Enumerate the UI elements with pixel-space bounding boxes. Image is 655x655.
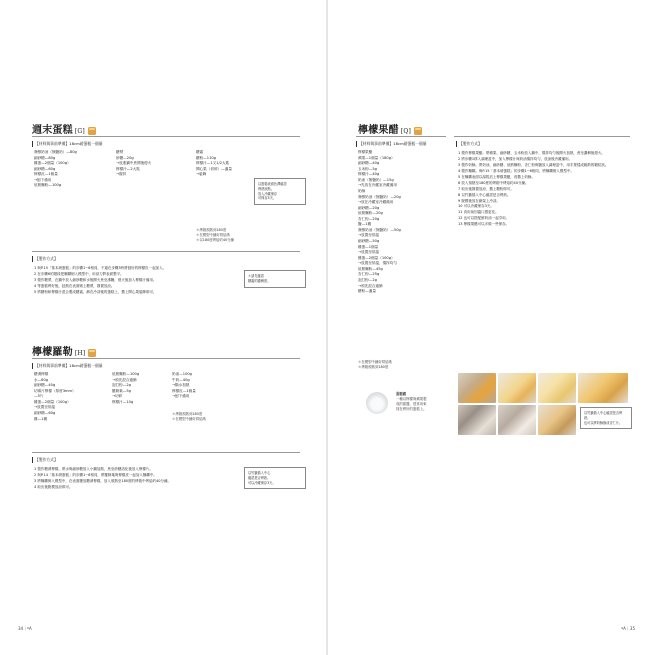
step: 3 製作奶酥。將奶油、細砂糖、低筋麵粉、杏仁粉與鹽放入調理盆中，用手搓揉成鬆散的顆粒狀。 bbox=[458, 162, 609, 167]
step: 1 製作檸檬果醋。將蘋果、細砂糖、玉米粉放入鍋中，攪拌均勻後開火加熱，煮至濃稠後熄火。 bbox=[458, 151, 605, 155]
prep-notes bbox=[172, 412, 206, 422]
step: 12 也可以搭配鮮奶油一起享用。 bbox=[458, 216, 510, 221]
ingredient: 蘋果—1個量（180g） bbox=[358, 155, 395, 160]
point-box bbox=[254, 178, 306, 205]
title-divider bbox=[32, 136, 300, 137]
ingredient: →放在冷藏室冷藏備用 bbox=[358, 200, 394, 205]
recipe-title-weekend-cake bbox=[32, 121, 96, 136]
ingredient: 鹽—1撮 bbox=[358, 222, 372, 227]
ingredient: 羅勒葉—5g bbox=[112, 388, 131, 393]
ingredient: 低筋麵粉—20g bbox=[358, 211, 383, 216]
ingredient: 檸檬汁—2大匙 bbox=[116, 166, 140, 171]
cake-icon bbox=[88, 349, 96, 357]
step: 10 可以冷藏保存3天。 bbox=[458, 204, 494, 209]
method-label: 【製作方式】 bbox=[32, 457, 58, 463]
method-steps bbox=[34, 467, 234, 491]
caption-line: 蛋糕碟 bbox=[396, 392, 407, 396]
step: 3 製作糖漿，在鍋中放入細砂糖和水後開火煮至沸騰，熄火後加入檸檬汁備用。 bbox=[34, 277, 157, 282]
ingredient: →放置至常溫 bbox=[358, 250, 379, 255]
step: 11 食用前回溫口感更佳。 bbox=[458, 210, 499, 215]
ingredient: 奶油（無鹽奶）—15g bbox=[358, 177, 394, 182]
ingredient: 檸檬皮—1個量 bbox=[172, 388, 196, 393]
photo-caption bbox=[396, 392, 427, 412]
process-photo-3 bbox=[538, 373, 576, 403]
ingredient: 檸檬汁—40g bbox=[358, 172, 380, 177]
step: 5 在麵糊表面以湯匙舀上檸檬果醋，再撒上奶酥。 bbox=[458, 174, 535, 179]
recipe-code: [H] bbox=[74, 350, 86, 357]
recipe-title-lemon-vinegar bbox=[358, 121, 422, 136]
step: 13 檸檬果醋可以多做一些保存。 bbox=[458, 222, 510, 227]
ingredient: 發酵奶油（無鹽奶）—80g bbox=[34, 150, 77, 154]
note-line: ＊烤箱預熱到180度 bbox=[196, 228, 227, 232]
ingredient: 玉米粉—5g bbox=[358, 166, 377, 171]
point-line: 以竹籤插入中心 bbox=[248, 471, 271, 475]
title-divider bbox=[32, 358, 300, 359]
ingredient: 糖霜 bbox=[196, 150, 204, 154]
ingredient: 泡打粉—2g bbox=[358, 277, 377, 282]
ingredient: 泡打粉—2g bbox=[112, 383, 131, 388]
ingredient: 發酵奶油（無鹽奶）—50g bbox=[358, 227, 401, 232]
caption-line: 抹在烤好的蛋糕上。 bbox=[396, 407, 427, 412]
process-photo-5 bbox=[458, 405, 496, 435]
ingredients-col-3 bbox=[172, 372, 196, 400]
method-point-box bbox=[244, 270, 306, 288]
ingredient: →先放在冷藏室冷藏備用 bbox=[358, 183, 397, 188]
point-line: 可以冷藏保存3天。 bbox=[248, 480, 276, 485]
ingredient: →預先混合過篩 bbox=[358, 283, 383, 288]
note-line: ＊烤箱預熱到180度 bbox=[172, 412, 203, 416]
ingredient: 奶酥 bbox=[358, 188, 366, 193]
lemon-curd-photo bbox=[366, 392, 388, 414]
ingredient: →放置至常溫 bbox=[34, 405, 55, 410]
point-line: ＊請先確認 bbox=[248, 274, 264, 278]
ingredient: 細砂糖—60g bbox=[34, 166, 56, 171]
materials-label: 【材料與事前準備】18cm磅蛋糕一個量 bbox=[32, 141, 103, 147]
point-line: 可保存3天。 bbox=[258, 196, 276, 201]
method-label: 【製作方式】 bbox=[456, 141, 482, 147]
ingredient: 奶油—100g bbox=[172, 372, 192, 376]
ingredient: →放進鍋中煮開後熄火 bbox=[116, 161, 152, 166]
note-line: ＊在模型中鋪好烘焙紙 bbox=[172, 417, 206, 422]
ingredient: 檸檬果醋 bbox=[358, 150, 373, 154]
method-point-box bbox=[244, 467, 306, 489]
ingredients-list bbox=[358, 150, 401, 295]
ingredient: 細砂糖—50g bbox=[358, 239, 380, 243]
recipe-title-text: 檸檬羅勒 bbox=[32, 347, 73, 358]
step: 9 脫模後放在網架上冷卻。 bbox=[458, 198, 500, 203]
step: 4 等蛋糕烤好後，趁熱在表面刷上糖漿，靜置放涼。 bbox=[34, 283, 115, 288]
point-line: 放入冷藏保存 bbox=[258, 191, 278, 196]
prep-notes bbox=[358, 360, 392, 370]
ingredient: 細砂糖—40g bbox=[358, 161, 380, 166]
ingredient: 細砂糖—40g bbox=[34, 383, 56, 388]
recipe-code: [Q] bbox=[400, 128, 412, 135]
note-line: ＊以180度烤焙約40分鐘 bbox=[196, 238, 234, 243]
ingredient: 糖粉—110g bbox=[196, 155, 216, 160]
ingredient: 細砂糖—20g bbox=[358, 205, 380, 210]
step: 4 取出後脫模放涼即可。 bbox=[34, 484, 73, 489]
ingredients-col-1 bbox=[34, 372, 76, 422]
ingredient: —5片 bbox=[34, 394, 44, 399]
recipe-code: [G] bbox=[74, 128, 85, 135]
ingredient: 細砂糖—80g bbox=[34, 155, 56, 160]
recipe-title-lemon-basil bbox=[32, 343, 96, 358]
ingredient: →刨下備用 bbox=[34, 177, 52, 182]
ingredient: 糖粉—適量 bbox=[358, 289, 376, 294]
process-photo-6 bbox=[498, 405, 536, 435]
ingredient: 糖漬檸檬 bbox=[34, 372, 49, 376]
process-photo-4 bbox=[578, 373, 628, 403]
section-divider bbox=[32, 251, 300, 252]
ingredient: 檸檬汁—1又1/2大匙 bbox=[196, 161, 230, 166]
ingredients-col-2 bbox=[112, 372, 139, 405]
left-page bbox=[0, 0, 327, 655]
point-line: 確認是否烤熟。 bbox=[248, 475, 271, 480]
ingredient: →切碎 bbox=[112, 394, 123, 399]
process-photo-7 bbox=[538, 405, 576, 435]
ingredient: 雞—1撮 bbox=[34, 416, 48, 421]
step: 8 以竹籤插入中心確認是否烤熟。 bbox=[458, 192, 511, 197]
ingredient: 雞蛋—2個量（100g） bbox=[34, 161, 71, 166]
step: 2 將步驟1移入調理盆中，加入檸檬汁與奶油攪拌均勻，放涼後冷藏備用。 bbox=[458, 156, 573, 161]
ingredient: 牛奶—40g bbox=[172, 377, 190, 382]
ingredient: 低筋麵粉—45g bbox=[358, 266, 383, 271]
step: 1 製作糖漬檸檬。將水與細砂糖放入小鍋加熱，煮至砂糖溶化後放入檸檬片。 bbox=[34, 467, 153, 471]
process-photo-1 bbox=[458, 373, 496, 403]
recipe-title-text: 週末蛋糕 bbox=[32, 125, 73, 136]
ingredients-col-1 bbox=[34, 150, 77, 189]
page-number: ºA｜35 bbox=[621, 626, 635, 631]
method-steps bbox=[34, 266, 234, 296]
point-line: 以蛋糕表面色澤確認 bbox=[258, 182, 287, 186]
cake-icon bbox=[414, 127, 422, 135]
ingredient: →裝飾 bbox=[196, 172, 207, 177]
step: 7 取出後靜置放涼，撒上糖粉即可。 bbox=[458, 186, 514, 191]
point-line: 也可以將奶酥換成杏仁片。 bbox=[584, 420, 623, 425]
ingredient: 糖漿 bbox=[116, 150, 124, 154]
ingredient: 雞蛋—2個量（100g） bbox=[358, 255, 395, 260]
step: 3 將麵糊倒入模型中，在表面擺放糖漬檸檬，放入預熱至180度的烤箱中烤焙約40分鐘。 bbox=[34, 478, 171, 483]
ingredient: 開心果（切碎）—適量 bbox=[196, 166, 232, 171]
note-line: ＊在模型中鋪好烘焙紙 bbox=[196, 233, 230, 238]
ingredient: →攪拌 bbox=[116, 172, 127, 177]
ingredients-col-3 bbox=[196, 150, 232, 178]
ingredient: 細砂糖—60g bbox=[34, 410, 56, 415]
step: 4 製作麵糊。與P.15「基本磅蛋糕」的步驟1~6相同，將麵糊倒入模型中。 bbox=[458, 168, 574, 173]
note-line: ＊在模型中鋪好烘焙紙 bbox=[358, 360, 392, 364]
method-steps bbox=[458, 151, 633, 228]
ingredient: 杏仁粉—25g bbox=[358, 272, 380, 277]
right-page bbox=[328, 0, 655, 655]
ingredient: 檸檬汁—10g bbox=[112, 399, 134, 404]
step: 6 放入預熱至180度的烤箱中烤焙約40分鐘。 bbox=[458, 180, 529, 185]
ingredient: →放置至常溫，攪拌均勻 bbox=[358, 261, 397, 266]
section-divider bbox=[32, 452, 300, 453]
step: 1 與P.15「基本磅蛋糕」的步驟1~6相同，不過在步驟3時將刨好的檸檬皮一起加入。 bbox=[34, 266, 167, 270]
materials-label: 【材料與事前準備】18cm磅蛋糕一個量 bbox=[356, 141, 427, 147]
ingredient: →放置至常溫 bbox=[358, 233, 379, 238]
point-line: 以竹籤插入中心確認是否烤熟。 bbox=[584, 411, 623, 420]
page-number: 34｜ºA bbox=[18, 626, 32, 631]
ingredient: 低筋麵粉—100g bbox=[112, 372, 140, 376]
ingredient: 雞蛋—2個量（100g） bbox=[34, 399, 71, 404]
ingredient: 砂糖—20g bbox=[116, 155, 134, 160]
ingredient: 發酵奶油（無鹽奶）—20g bbox=[358, 194, 401, 199]
materials-label: 【材料與事前準備】18cm磅蛋糕一個量 bbox=[32, 363, 103, 369]
ingredient: 低筋麵粉—100g bbox=[34, 183, 62, 188]
step: 2 在步驟6的階段把麵糊倒入模型中，用刮刀將表面整平。 bbox=[34, 271, 124, 276]
ingredient: →隔水加熱 bbox=[172, 383, 190, 388]
cake-icon bbox=[88, 127, 96, 135]
ingredient: 檸檬皮—1個量 bbox=[34, 172, 58, 177]
ingredient: 杏仁粉—20g bbox=[358, 216, 380, 221]
recipe-title-text: 檸檬果醋 bbox=[358, 125, 399, 136]
ingredient: →刨下備用 bbox=[172, 394, 190, 399]
title-divider bbox=[356, 136, 446, 137]
method-label: 【製作方式】 bbox=[32, 256, 58, 262]
method-divider bbox=[454, 136, 630, 137]
point-line: 烤熟狀態。 bbox=[258, 186, 274, 191]
process-photo-2 bbox=[498, 373, 536, 403]
ingredient: 切薄片檸檬（厚度3mm） bbox=[34, 388, 76, 393]
ingredient: →預先混合過篩 bbox=[112, 377, 137, 382]
ingredient: 雞蛋—1個量 bbox=[358, 244, 379, 249]
prep-notes bbox=[196, 228, 234, 243]
ingredients-col-2 bbox=[116, 150, 151, 178]
ingredient: 水—60g bbox=[34, 377, 49, 382]
caption-line: 成的甜醬，很常用來 bbox=[396, 402, 427, 407]
step: 2 與P.14「基本磅蛋糕」的步驟1~6相同，將羅勒葉與檸檬皮一起加入麵糊中。 bbox=[34, 472, 157, 477]
caption-line: 一種以檸檬與蘋果製 bbox=[396, 397, 427, 402]
note-line: ＊烤箱預熱到180度 bbox=[358, 365, 389, 370]
point-box bbox=[580, 407, 632, 429]
step: 5 將糖粉和檸檬汁混合製成糖霜，淋在冷卻後的蛋糕上，撒上開心果裝飾即可。 bbox=[34, 289, 157, 294]
point-line: 糖霜的濃稠度。 bbox=[248, 278, 271, 283]
